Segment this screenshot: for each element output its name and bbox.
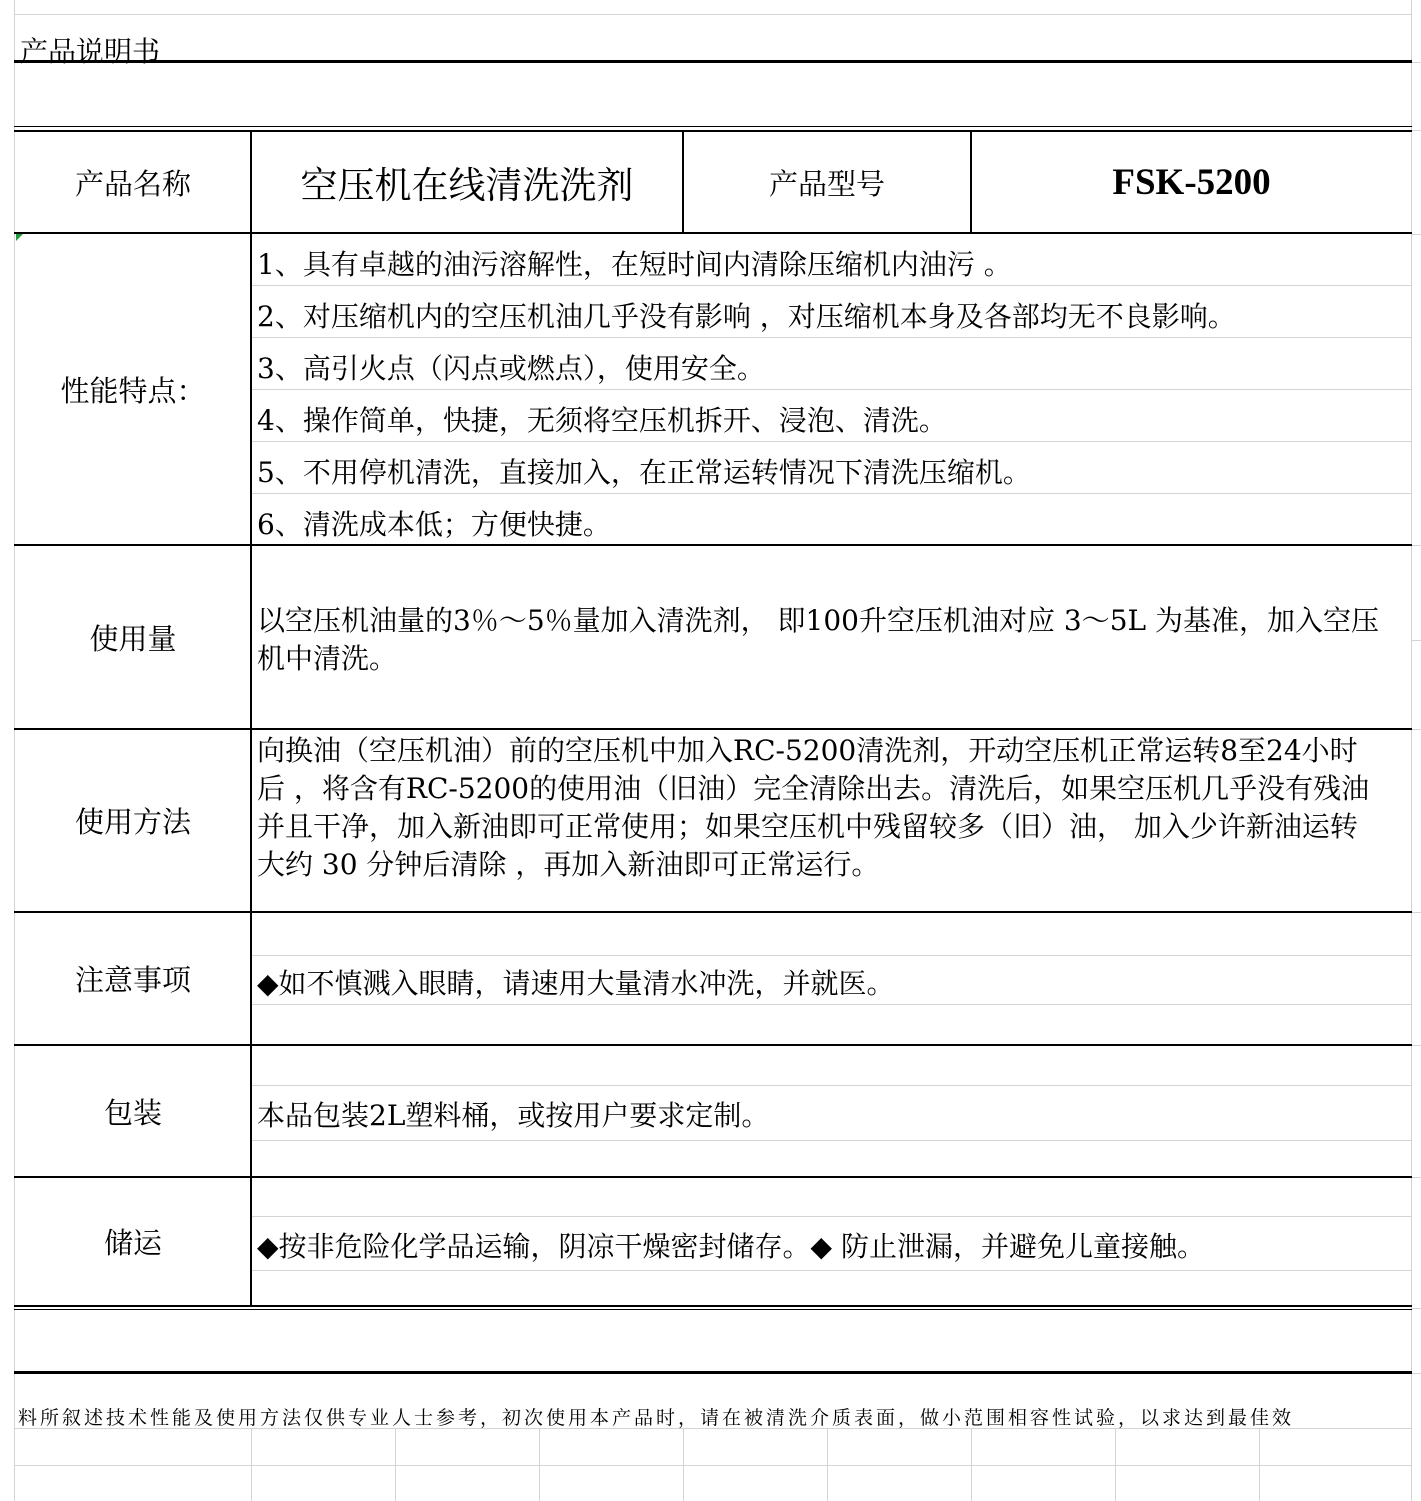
dosage-text: 以空压机油量的3％～5％量加入清洗剂， 即100升空压机油对应 3～5L 为基准，加入空压机中清洗。	[257, 604, 1380, 675]
label-column-divider	[250, 131, 252, 1307]
grid-line	[252, 337, 1411, 338]
storage-label: 储运	[103, 1226, 162, 1260]
feature-item: 4、操作简单，快捷，无须将空压机拆开、浸泡、清洗。	[257, 404, 947, 437]
grid-line	[1411, 0, 1412, 1501]
feature-item: 1、具有卓越的油污溶解性，在短时间内清除压缩机内油污 。	[257, 248, 1012, 281]
grid-line	[1411, 234, 1421, 235]
feature-item: 6、清洗成本低；方便快捷。	[257, 508, 611, 541]
features-label: 性能特点：	[60, 373, 206, 408]
grid-line	[252, 493, 1411, 494]
feature-item: 3、高引火点（闪点或燃点），使用安全。	[257, 352, 765, 385]
model-label: 产品型号	[768, 166, 885, 201]
grid-line	[252, 389, 1411, 390]
grid-line	[1411, 640, 1421, 641]
table-bottom-border	[14, 1309, 1412, 1310]
dosage-label: 使用量	[89, 621, 177, 656]
grid-line	[251, 1428, 252, 1501]
packaging-label: 包装	[103, 1095, 162, 1130]
grid-line	[395, 1428, 396, 1501]
title-underline	[14, 60, 1412, 63]
grid-line	[1411, 1045, 1421, 1046]
grid-line	[683, 1428, 684, 1501]
precautions-text: ◆如不慎溅入眼睛，请速用大量清水冲洗，并就医。	[257, 967, 895, 1000]
grid-line	[14, 14, 1411, 15]
usage-text: 向换油（空压机油）前的空压机中加入RC-5200清洗剂，开动空压机正常运转8至24小时后 ，将含有RC-5200的使用油（旧油）完全清除出去。清洗后，如果空压机几乎没有残油并且干净，加入新油即可正常使用；如果空压机中残留较多（旧）油， 加入少许新油运转大约 30 分钟后清除 ，再加入新油即可正常运行。	[257, 734, 1370, 881]
grid-line	[252, 1270, 1411, 1271]
document-title: 产品说明书	[20, 35, 161, 68]
model-value: FSK-5200	[1112, 161, 1271, 203]
grid-line	[252, 1085, 1411, 1086]
grid-line	[14, 0, 15, 1501]
footnote: 料所叙述技术性能及使用方法仅供专业人士参考，初次使用本产品时，请在被清洗介质表面，做小范围相容性试验，以求达到最佳效	[18, 1407, 1295, 1429]
grid-line	[252, 1216, 1411, 1217]
product-name-label: 产品名称	[74, 166, 191, 201]
grid-line	[252, 1004, 1411, 1005]
footer-rule	[14, 1371, 1412, 1374]
grid-line	[252, 955, 1411, 956]
grid-line	[252, 1140, 1411, 1141]
grid-line	[1411, 1308, 1421, 1309]
packaging-text: 本品包装2L塑料桶，或按用户要求定制。	[257, 1099, 770, 1132]
storage-text: ◆按非危险化学品运输，阴凉干燥密封储存。◆ 防止泄漏，并避免儿童接触。	[257, 1230, 1205, 1263]
product-name-value: 空压机在线清洗洗剂	[300, 164, 634, 207]
grid-line	[1411, 545, 1421, 546]
grid-line	[1411, 1177, 1421, 1178]
grid-line	[1115, 1428, 1116, 1501]
grid-line	[971, 1428, 972, 1501]
table-top-border	[14, 126, 1412, 127]
grid-line	[1411, 130, 1421, 131]
grid-line	[1259, 1428, 1260, 1501]
feature-item: 5、不用停机清洗，直接加入，在正常运转情况下清洗压缩机。	[257, 456, 1031, 489]
grid-line	[539, 1428, 540, 1501]
grid-line	[252, 285, 1411, 286]
feature-item: 2、对压缩机内的空压机油几乎没有影响 ，对压缩机本身及各部均无不良影响。	[257, 300, 1236, 333]
usage-label: 使用方法	[74, 805, 191, 839]
precautions-label: 注意事项	[74, 963, 191, 997]
grid-line	[1411, 62, 1421, 63]
grid-line	[14, 1465, 1411, 1466]
table-bottom-border	[14, 1305, 1412, 1307]
grid-line	[1411, 912, 1421, 913]
grid-line	[1411, 729, 1421, 730]
grid-line	[827, 1428, 828, 1501]
grid-line	[1411, 1373, 1421, 1374]
grid-line	[252, 441, 1411, 442]
